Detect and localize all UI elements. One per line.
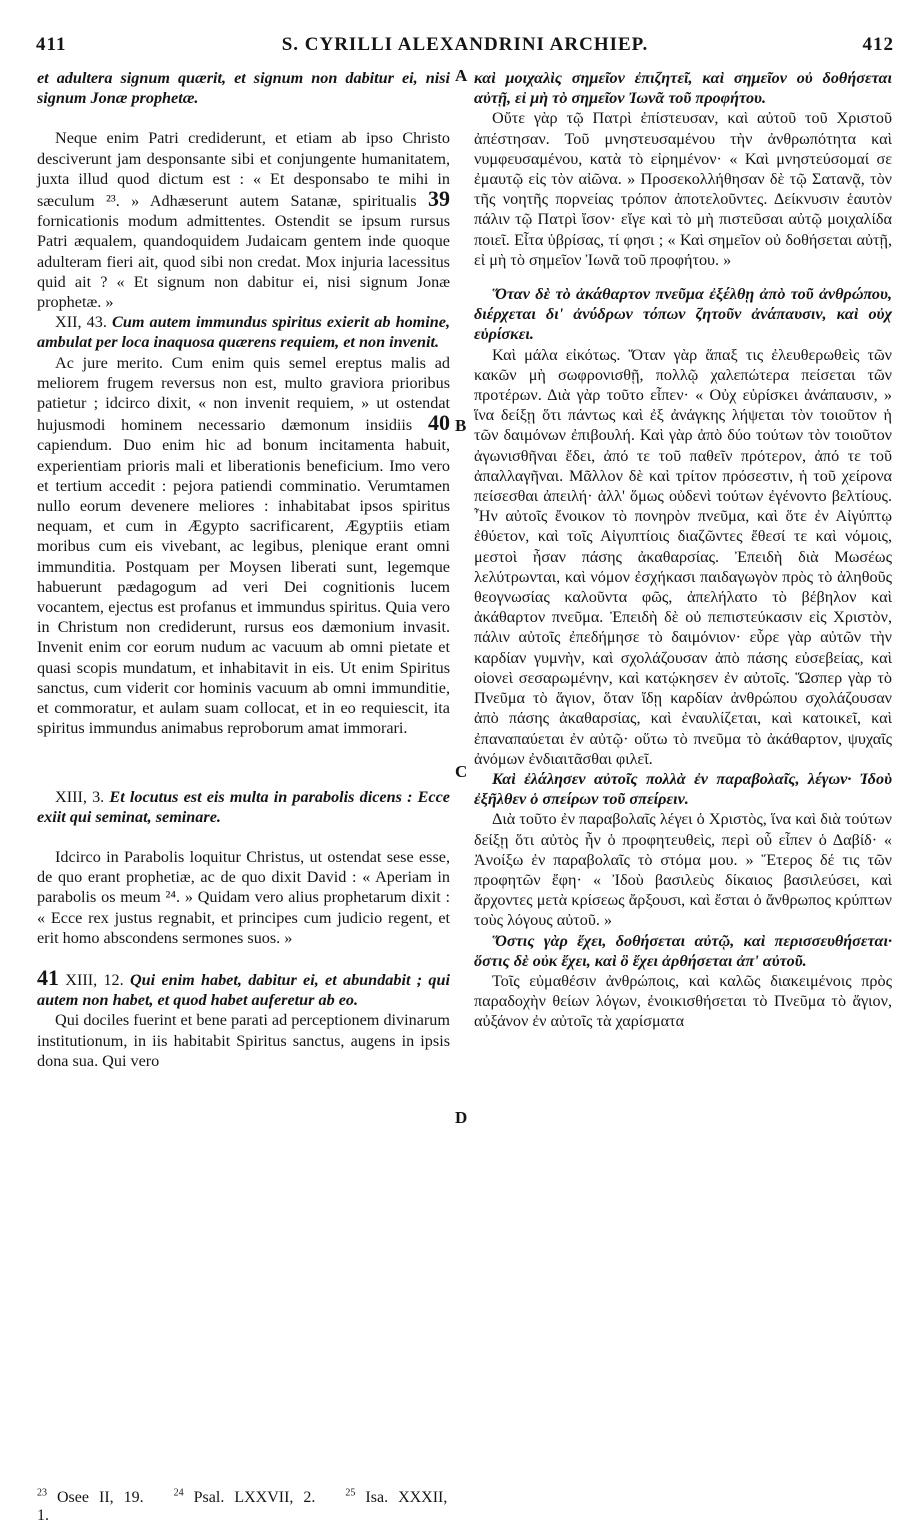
greek-paragraph-4: Τοῖς εὐμαθέσιν ἀνθρώποις, καὶ καλῶς διακειμένοις πρὸς παραδοχὴν θείων λόγων, ἐνοικισθήσεται τὸ Πνεῦμα τὸ ἅγιον, αὐξάνον ἐν αὐτοῖς τὰ χαρίσματα (474, 971, 892, 1031)
margin-letter-b: B (455, 416, 467, 435)
footnote: $^{24}$ Psal. LXXVII, 2. (173, 1488, 316, 1507)
greek-lemma-4: Ὅστις γὰρ ἔχει, δοθήσεται αὐτῷ, καὶ περισσευθήσεται· ὅστις δὲ οὐκ ἔχει, καὶ ὃ ἔχει ἀρθήσεται ἀπ' αὐτοῦ. (474, 931, 892, 970)
latin-lemma-1: et adultera signum quærit, et signum non dabitur ei, nisi signum Jonæ prophetæ. (37, 69, 450, 108)
running-title: S. CYRILLI ALEXANDRINI ARCHIEP. (281, 34, 649, 55)
greek-paragraph-1: Οὔτε γὰρ τῷ Πατρὶ ἐπίστευσαν, καὶ αὐτοῦ τοῦ Χριστοῦ ἀπέστησαν. Τοῦ μνηστευσαμένου τὴν ἀνθρωπότητα καὶ νυμφευσαμένου, κατὰ τὸ εἰρημένον· « Καὶ μνηστεύσομαί σε ἐμαυτῷ εἰς τὸν αἰῶνα. » Προσεκολλήθησαν δὲ τῷ Σατανᾷ, τὸν τῆς νοητῆς πορνείας τρόπον ἀποτελοῦντες. Δείκνυσιν ἑαυτὸν πάλιν τῷ Πατρὶ ἴσον· εἴγε καὶ τὸ μὴ πιστεῦσαι αὐτῷ μοιχαλίδα ποιεῖ. Εἶτα ὑβρίσας, τί φησι ; « Καὶ σημεῖον οὐ δοθήσεται αὐτῇ, εἰ μὴ τὸ σημεῖον Ἰωνᾶ τοῦ προφήτου. » (474, 109, 892, 269)
page-number-left: 411 (36, 34, 67, 55)
latin-lemma-4: 41 XIII, 12. Qui enim habet, dabitur ei, et abundabit ; qui autem non habet, et quod habet auferetur ab eo. (37, 964, 450, 1010)
footnote: $^{25}$ Isa. XXXII, 1. (37, 1488, 448, 1525)
greek-lemma-1: καὶ μοιχαλὶς σημεῖον ἐπιζητεῖ, καὶ σημεῖον οὐ δοθήσεται αὐτῇ, εἰ μὴ τὸ σημεῖον Ἰωνᾶ τοῦ προφήτου. (474, 69, 892, 108)
column-marker-39: 39 (428, 186, 451, 212)
latin-lemma-3: XIII, 3. Et locutus est eis multa in parabolis dicens : Ecce exiit qui seminat, seminare. (37, 787, 450, 826)
latin-paragraph-3: Idcirco in Parabolis loquitur Christus, ut ostendat sese esse, de quo erant prophetiæ, ac de quo dixit David : « Aperiam in parabolis os meum ²⁴. » Quidam vero alius prophetarum dixit : « Ecce rex justus regnabit, et principes cum judicio regent, et erit homo abscondens sermones suos. » (37, 847, 450, 947)
greek-column (474, 68, 892, 1032)
greek-paragraph-2: Καὶ μάλα εἰκότως. Ὅταν γὰρ ἅπαξ τις ἐλευθερωθεὶς τῶν κακῶν μὴ σωφρονισθῇ, πολλῷ χαλεπώτερα πείσεται τῶν προτέρων. Διὰ γὰρ τοῦτο εἶπεν· « Οὐχ εὑρίσκει ἀνάπαυσιν, » ἵνα δείξῃ ὅτι πάντως καὶ ἐξ ἀνάγκης λήψεται τὸν τοιοῦτον ἡ τῶν δαιμόνων ἐπιβουλή. Καὶ γὰρ ἀπὸ δύο τούτων τὸν τοιοῦτον ἀγωνισθῆναι ἔδει, ἀπό τε τοῦ παθεῖν πρότερον, ἀπό τε τοῦ ἀπαλλαγῆναι. Μᾶλλον δὲ καὶ τρίτον πρόσεστιν, ἡ τοῦ χείρονα πείσεσθαι ἀπειλή· ἀλλ' ὅμως οὐδενὶ τούτων ἐγένοντο βελτίους. Ἦν αὐτοῖς ἔνοικον τὸ πονηρὸν πνεῦμα, καὶ ὅτε ἐν Αἰγύπτῳ ἐθύετον, καὶ τοῖς Αἰγυπτίοις διαζῶντες ἔθεσί τε καὶ νόμοις, μεστοὶ ἦσαν πάσης ἀκαθαρσίας. Ἐπειδὴ διὰ Μωσέως λελύτρωνται, καὶ νόμον ἐσχήκασι παιδαγωγὸν πρὸς τὸ ἀληθοῦς θεογνωσίας καλοῦντα φῶς, ἀπελήλατο τὸ βέβηλον καὶ ἀκάθαρτον πνεῦμα. Ἐπειδὴ δὲ οὐ πεπιστεύκασιν εἰς Χριστὸν, πάλιν αὐτοῖς ἐπεδήμησε τὸ δαιμόνιον· εὗρε γὰρ αὐτῶν τὴν καρδίαν γυμνὴν, καὶ σχολάζουσαν ἀπὸ πάσης εὐσεβείας, καὶ οἱονεὶ σεσαρωμένην, καὶ κατῴκησεν ἐν αὐτοῖς. Ὥσπερ γὰρ τὸ Πνεῦμα τὸ ἅγιον, ὅταν ἴδῃ καρδίαν ἀνθρώπου σχολάζουσαν ἀπὸ πάσης ἀκαθαρσίας, καὶ ἐναυλίζεται, καὶ κατοικεῖ, καὶ ἐπαναπαύεται ἐν αὐτῷ· οὕτω τὸ πνεῦμα τὸ ἀκάθαρτον, ψυχαῖς ἀνόμων ἐνδιαιτᾶσθαι φιλεῖ. (474, 345, 892, 768)
page-number-right: 412 (862, 34, 894, 55)
greek-lemma-3: Καὶ ἐλάλησεν αὐτοῖς πολλὰ ἐν παραβολαῖς, λέγων· Ἰδοὺ ἐξῆλθεν ὁ σπείρων τοῦ σπείρειν. (474, 769, 892, 809)
margin-letter-d: D (455, 1108, 468, 1127)
column-marker-40: 40 (428, 410, 451, 436)
latin-paragraph-4: Qui dociles fuerint et bene parati ad perceptionem divinarum institutionum, in iis habitabit Spiritus sanctus, augens in ipsis dona sua. Qui vero (37, 1011, 450, 1070)
latin-paragraph-1: Neque enim Patri crediderunt, et etiam ab ipso Christo desciverunt jam desponsante sibi et conjungente humanitatem, juxta illud quod dictum est : « Et desponsabo te mihi in sæculum ²³. » Adhæserunt autem Satanæ, spiritualis 39 fornicationis modum admittentes. Ostendit se ipsum rursus Patri æqualem, quandoquidem Judaicam gentem inde quoque adulteram fieri ait, quod sibi non credat. Mox injuria lacessitus quid ait ? « Et signum non dabitur ei, nisi signum Jonæ prophetæ. » (37, 129, 451, 312)
margin-letter-c: C (455, 762, 468, 781)
margin-letter-a: A (455, 66, 468, 85)
running-header (36, 34, 894, 60)
greek-lemma-2: Ὅταν δὲ τὸ ἀκάθαρτον πνεῦμα ἐξέλθῃ ἀπὸ τοῦ ἀνθρώπου, διέρχεται δι' ἀνύδρων τόπων ζητοῦν ἀνάπαυσιν, καὶ οὐχ εὑρίσκει. (474, 285, 892, 344)
footnote: $^{23}$ Osee II, 19. (37, 1488, 144, 1507)
latin-lemma-2: XII, 43. Cum autem immundus spiritus exierit ab homine, ambulat per loca inaquosa quærens requiem, et non invenit. (37, 313, 450, 352)
column-marker-41: 41 (37, 964, 59, 990)
greek-paragraph-3: Διὰ τοῦτο ἐν παραβολαῖς λέγει ὁ Χριστὸς, ἵνα καὶ διὰ τούτων δείξῃ ὅτι αὐτὸς ἦν ὁ προφητευθεὶς, περὶ οὗ εἶπεν ὁ Δαβίδ· « Ἀνοίξω ἐν παραβολαῖς τὸ στόμα μου. » Ἕτερος δέ τις τῶν προφητῶν ἔφη· « Ἰδοὺ βασιλεὺς δίκαιος βασιλεύσει, καὶ ἄρχοντες μετὰ κρίσεως ἄρξουσι, καὶ ἔσται ὁ ἄνθρωπος κρύπτων τοὺς λόγους αὐτοῦ. » (474, 810, 892, 930)
latin-paragraph-2: Ac jure merito. Cum enim quis semel ereptus malis ad meliorem frugem reversus non est, multo graviora prioribus patietur ; idcirco dixit, « non invenit requiem, » ut ostendat hujusmodi hominem necessario dæmonum insidiis 40 capiendum. Duo enim hic ad bonum incitamenta habuit, experientiam prioris mali et liberationis beneficium. Imo vero et tertium accedit : pejora patiendi comminatio. Verumtamen nullo eorum devenere meliores : inhabitabat ipsos spiritus nequam, et cum in Ægypto sacrificarent, Ægyptiis etiam moribus cum eis vivebant, ac legibus, plenique erant omni immunditia. Postquam per Moysen liberati sunt, legemque habuerunt pædagogum ad veri Dei cognitionis lucem vocantem, ejectus est profanus et immundus spiritus. Quia vero in Christum non crediderunt, rursus eos dæmonium invasit. Invenit enim cor eorum nudum ac vacuum ab omni pietate et quasi scopis mundatum, et inhabitavit in eis. Ut enim Spiritus sanctus, cum viderit cor hominis vacuum ab omni immunditie, et commoratur, et aulam suam collocat, et in eo requiescit, ita spiritus immundus animabus reproborum amat immorari. (37, 353, 451, 738)
latin-column (37, 68, 450, 1071)
footnotes (37, 1488, 467, 1525)
